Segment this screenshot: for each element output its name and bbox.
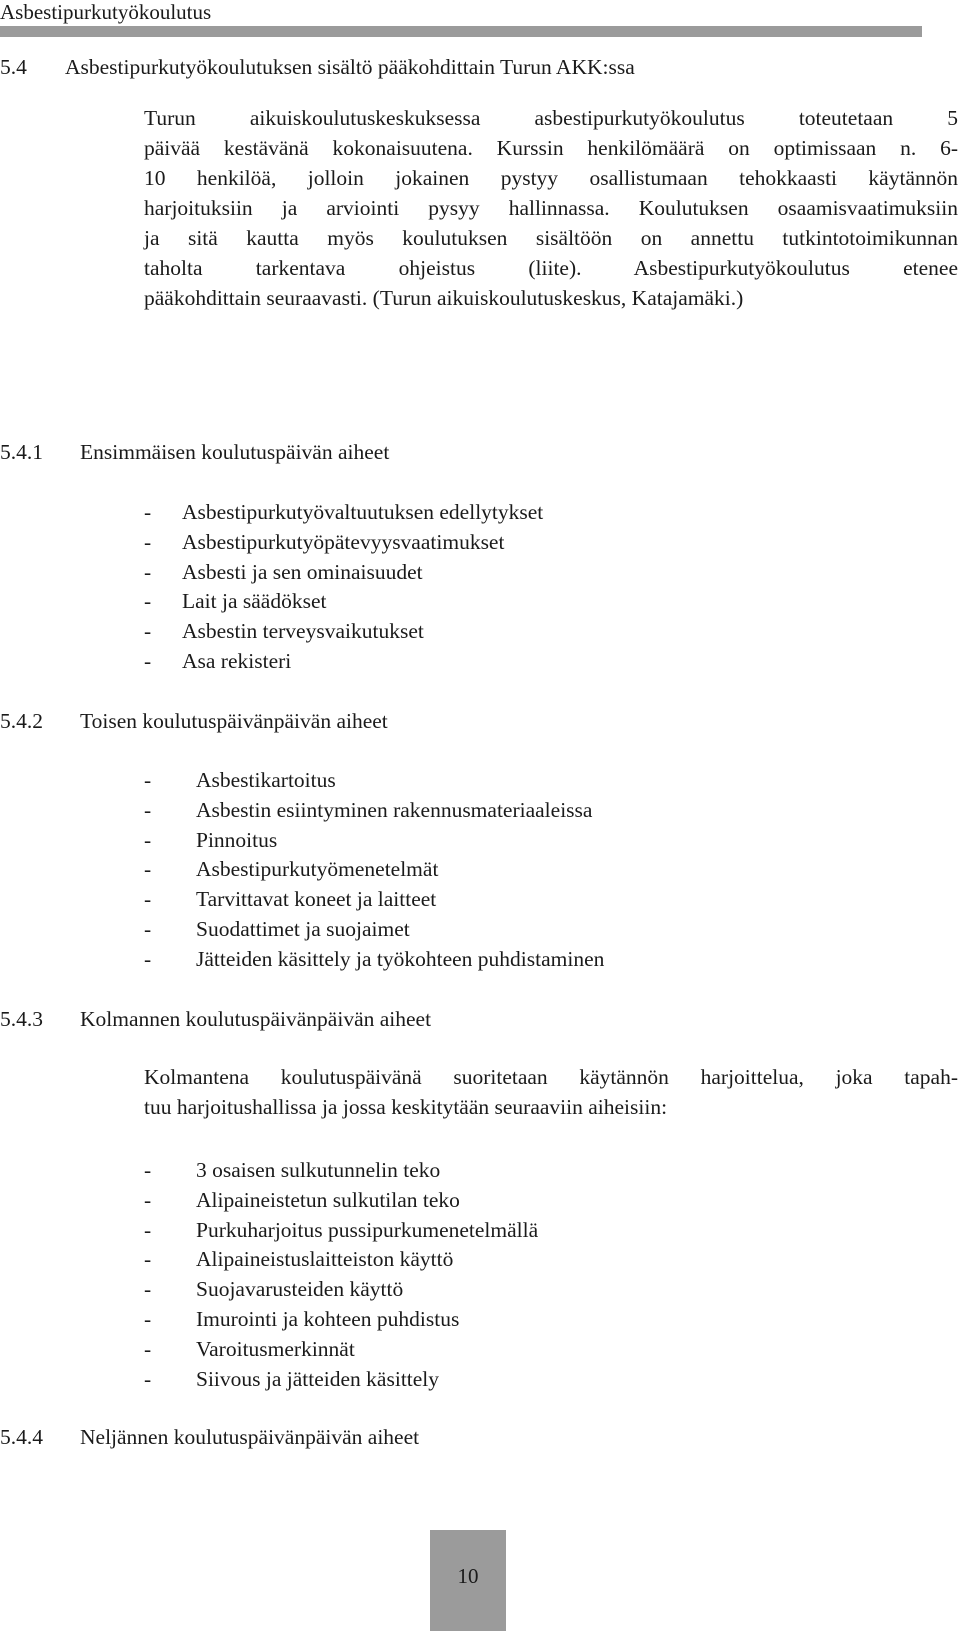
subsection-heading-day4 (0, 1425, 419, 1450)
section-title: Asbestipurkutyökoulutuksen sisältö pääkohdittain Turun AKK:ssa (65, 55, 635, 79)
list-item: - Siivous ja jätteiden käsittely (144, 1366, 440, 1391)
header-rule (0, 26, 922, 37)
subsection-title: Ensimmäisen koulutuspäivän aiheet (80, 440, 390, 464)
subsection-number: 5.4.1 (0, 440, 43, 464)
paragraph-line: Turun aikuiskoulutuskeskuksessa asbestipurkutyökoulutus toteutetaan 5 (144, 106, 958, 130)
subsection-title: Neljännen koulutuspäivänpäivän aiheet (80, 1425, 420, 1449)
list-item: - Asbestin terveysvaikutukset (144, 619, 424, 644)
intro-paragraph (144, 103, 958, 313)
paragraph-line: päivää kestävänä kokonaisuutena. Kurssin henkilömäärä on optimissaan n. 6- (144, 136, 958, 160)
subsection-number: 5.4.3 (0, 1007, 43, 1031)
list-item: - Asbestipurkutyövaltuutuksen edellytykset (144, 500, 544, 524)
list-item: - Imurointi ja kohteen puhdistus (144, 1306, 460, 1331)
list-item: - Asa rekisteri (144, 648, 292, 673)
list-item: - Asbestin esiintyminen rakennusmateriaaleissa (144, 797, 593, 822)
subsection-title: Kolmannen koulutuspäivänpäivän aiheet (80, 1007, 432, 1031)
page-number-box (430, 1530, 506, 1631)
list-item: - Asbesti ja sen ominaisuudet (144, 559, 423, 584)
list-item: - Asbestipurkutyömenetelmät (144, 857, 439, 882)
day3-topic-list (144, 1156, 538, 1394)
list-item: - Purkuharjoitus pussipurkumenetelmällä (144, 1217, 539, 1242)
day3-intro-paragraph (144, 1062, 958, 1122)
subsection-heading-day1 (0, 440, 389, 465)
list-item: - Jätteiden käsittely ja työkohteen puhdistaminen (144, 946, 605, 971)
list-item: - Varoitusmerkinnät (144, 1336, 355, 1361)
list-item: - Suodattimet ja suojaimet (144, 916, 410, 941)
paragraph-line: 10 henkilöä, jolloin jokainen pystyy osallistumaan tehokkaasti käytännön (144, 166, 958, 190)
paragraph-line: taholta tarkentava ohjeistus (liite). Asbestipurkutyökoulutus etenee (144, 256, 958, 280)
subsection-heading-day3 (0, 1007, 431, 1032)
page-number: 10 (457, 1564, 479, 1588)
running-header: Asbestipurkutyökoulutus (0, 0, 212, 24)
paragraph-line: harjoituksiin ja arviointi pysyy hallinnassa. Koulutuksen osaamisvaatimuksiin (144, 196, 958, 220)
list-item: - Alipaineistetun sulkutilan teko (144, 1187, 460, 1212)
subsection-heading-day2 (0, 709, 388, 734)
subsection-title: Toisen koulutuspäivänpäivän aiheet (80, 709, 388, 733)
paragraph-line: pääkohdittain seuraavasti. (Turun aikuiskoulutuskeskus, Katajamäki.) (144, 286, 744, 310)
day2-topic-list (144, 766, 604, 975)
list-item: - Lait ja säädökset (144, 589, 327, 614)
list-item: - Asbestipurkutyöpätevyysvaatimukset (144, 529, 505, 554)
paragraph-line: tuu harjoitushallissa ja jossa keskitytään seuraaviin aiheisiin: (144, 1095, 668, 1119)
section-heading (0, 55, 635, 80)
subsection-number: 5.4.4 (0, 1425, 43, 1449)
subsection-number: 5.4.2 (0, 709, 43, 733)
paragraph-line: ja sitä kautta myös koulutuksen sisältöön on annettu tutkintotoimikunnan (144, 226, 958, 250)
list-item: - Suojavarusteiden käyttö (144, 1277, 404, 1302)
list-item: - 3 osaisen sulkutunnelin teko (144, 1158, 441, 1182)
section-number: 5.4 (0, 55, 27, 79)
list-item: - Pinnoitus (144, 827, 278, 852)
paragraph-line: Kolmantena koulutuspäivänä suoritetaan käytännön harjoittelua, joka tapah- (144, 1065, 958, 1089)
list-item: - Tarvittavat koneet ja laitteet (144, 887, 437, 912)
day1-topic-list (144, 498, 543, 677)
list-item: - Alipaineistuslaitteiston käyttö (144, 1247, 454, 1272)
list-item: - Asbestikartoitus (144, 768, 336, 792)
